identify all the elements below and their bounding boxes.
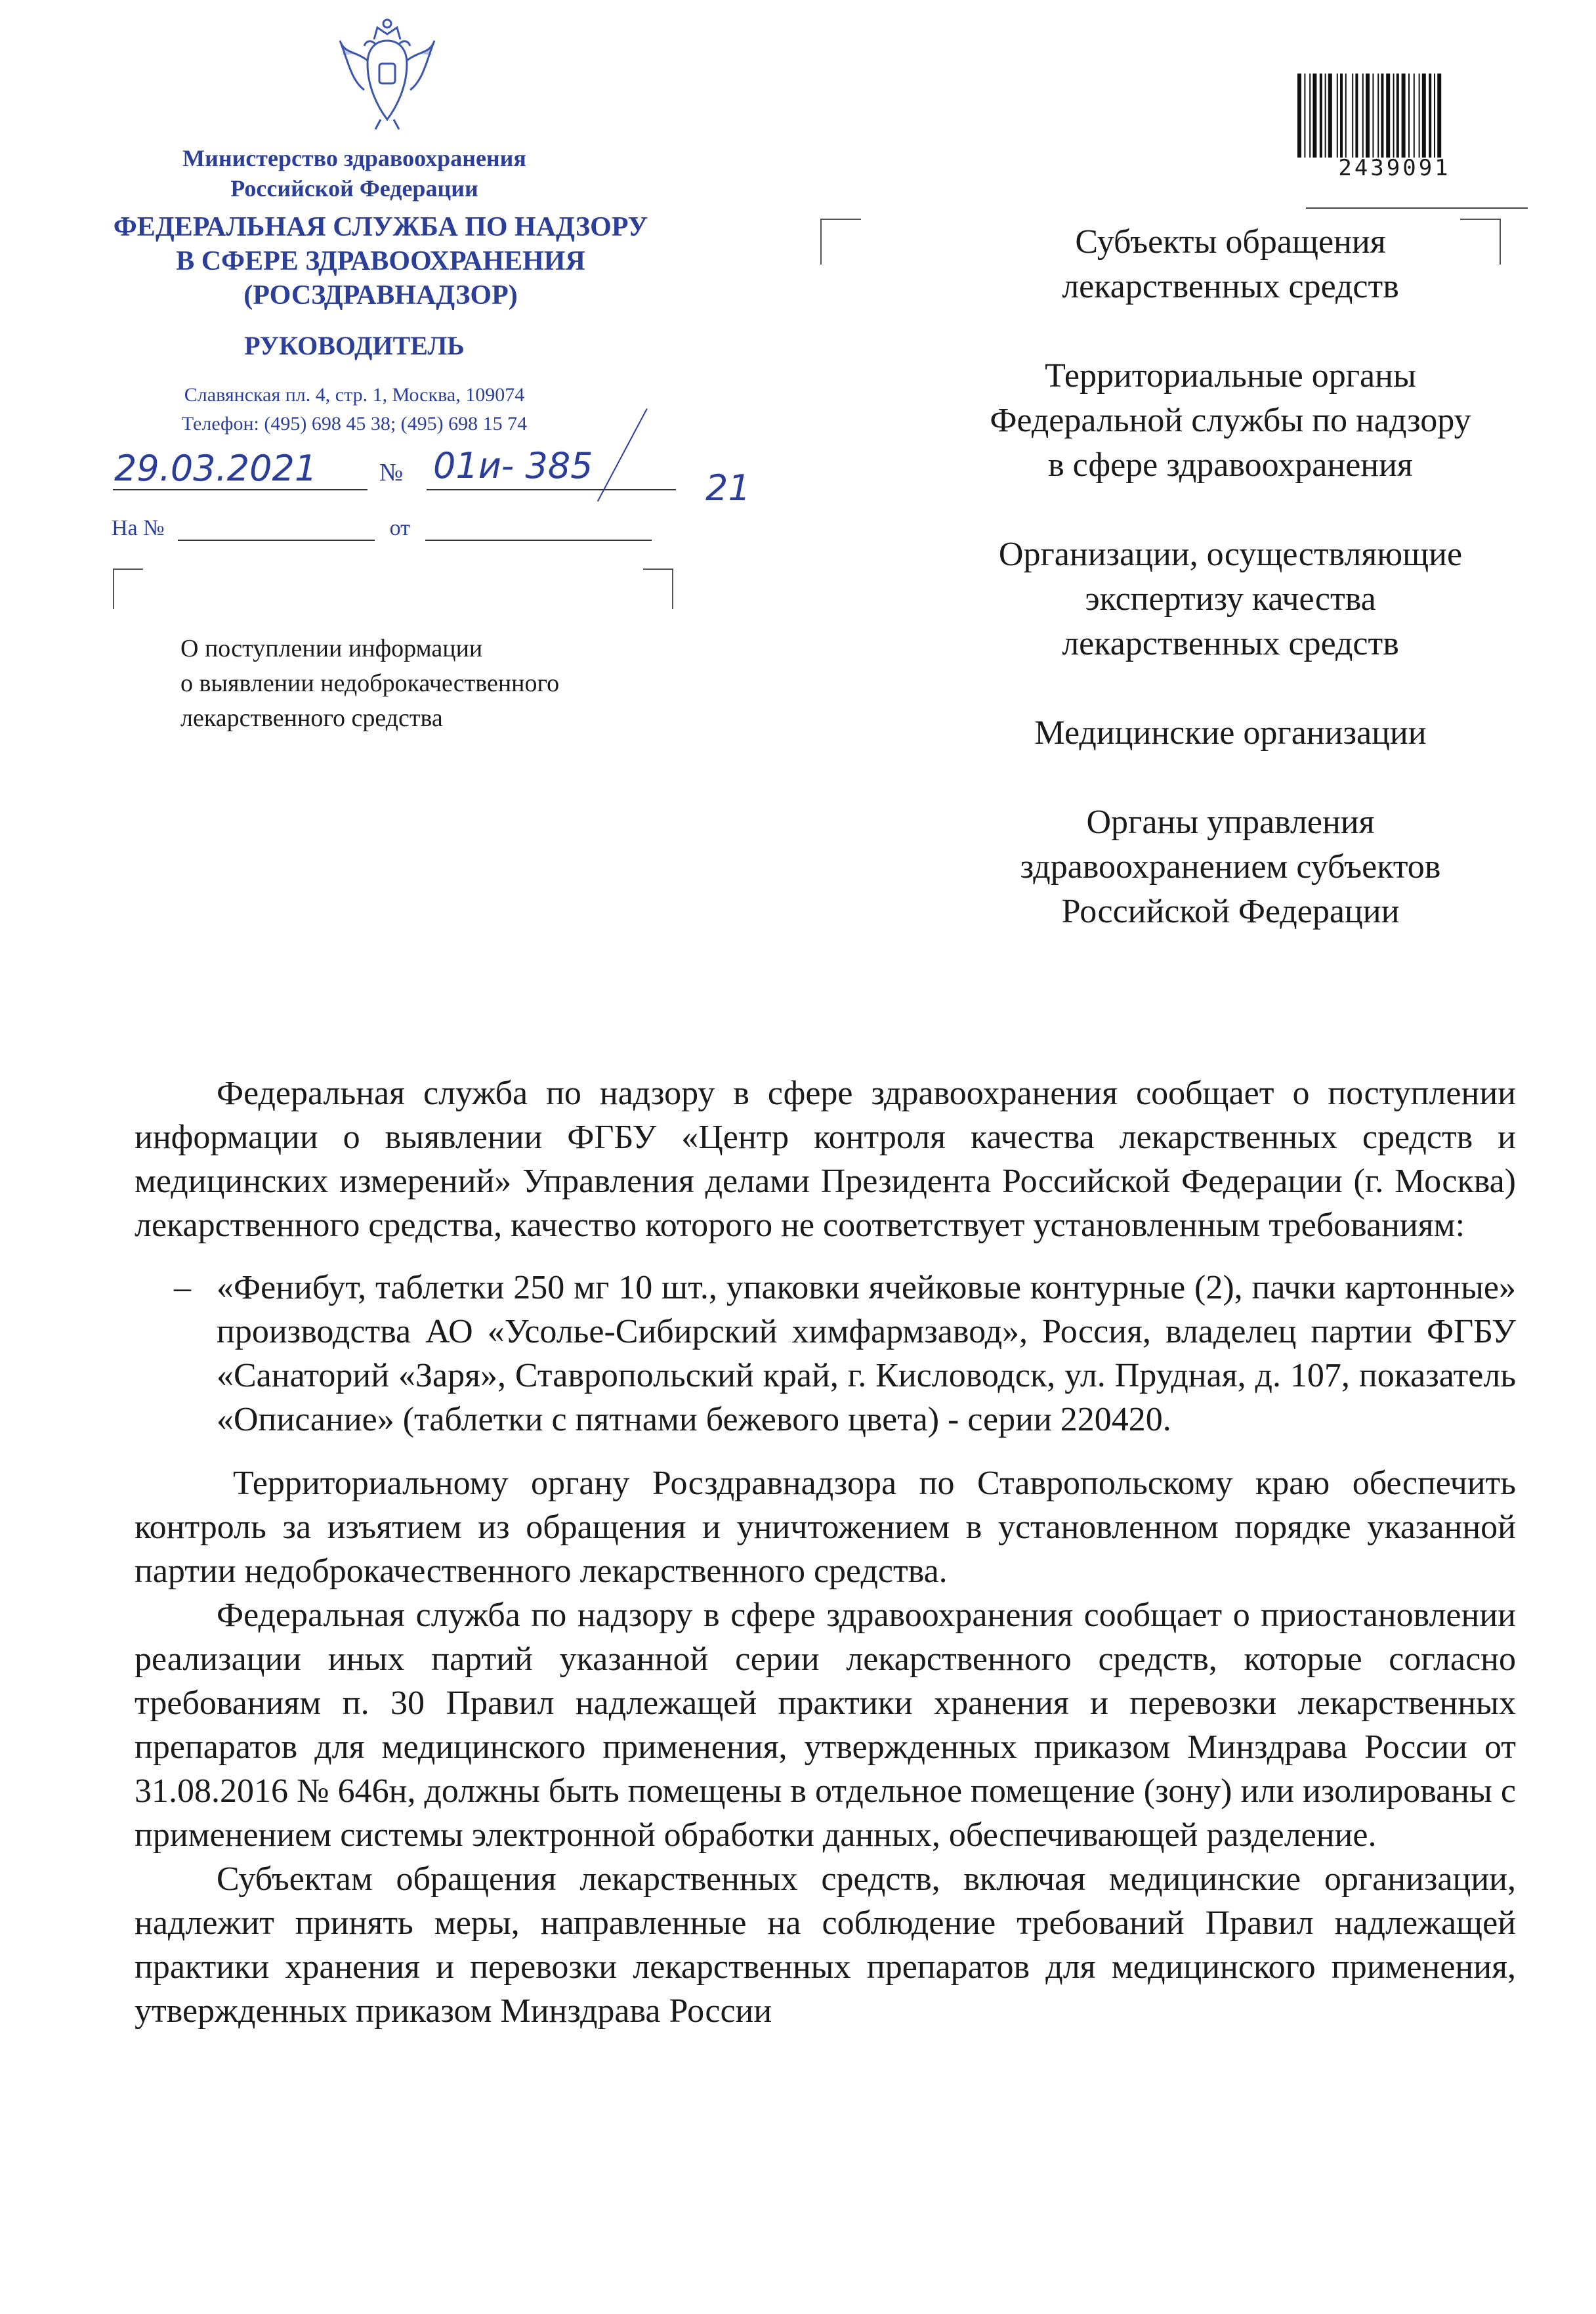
barcode-bar <box>1309 74 1311 158</box>
handwritten-number-suffix: 21 <box>705 467 751 509</box>
body-paragraph-2: Территориальному органу Росздравнадзора по Ставропольскому краю обеспечить контроль за изъятием из обращения и уничтожением в установленном порядке указанной партии недоброкачественного лекарственного средства. <box>135 1465 1516 1590</box>
barcode-bar <box>1408 74 1410 158</box>
from-label: от <box>389 516 411 540</box>
number-sign: № <box>379 459 404 486</box>
barcode-bar <box>1434 74 1435 158</box>
addressee-line: Территориальные органы <box>1045 357 1416 395</box>
barcode-bar <box>1352 74 1353 158</box>
addressee-line: лекарственных средств <box>1062 625 1399 662</box>
barcode-bar <box>1362 74 1364 158</box>
phone: Телефон: (495) 698 45 38; (495) 698 15 74 <box>181 413 528 435</box>
ministry-name <box>131 143 578 204</box>
date-underline <box>113 489 368 490</box>
addressee-line: в сфере здравоохранения <box>1048 446 1413 484</box>
addressee-line: лекарственных средств <box>1062 268 1399 305</box>
addressee-line: Субъекты обращения <box>1075 223 1386 261</box>
address: Славянская пл. 4, стр. 1, Москва, 109074 <box>184 384 525 406</box>
addressee-line: Российской Федерации <box>1061 893 1400 930</box>
addressee-5 <box>906 800 1555 934</box>
reply-to-blank <box>178 523 375 541</box>
service-name <box>79 210 682 312</box>
barcode-bar <box>1297 74 1301 158</box>
reply-to-line <box>112 516 652 541</box>
barcode-rule <box>1306 207 1528 209</box>
addressee-corner-left <box>820 219 861 265</box>
handwritten-number: 01и- 385 <box>433 445 593 486</box>
subject-line-2: о выявлении недоброкачественного <box>180 670 560 697</box>
barcode-bar <box>1419 74 1420 158</box>
barcode-bar <box>1325 74 1326 158</box>
barcode-bar <box>1337 74 1338 158</box>
barcode-bar <box>1402 74 1406 158</box>
barcode-bar <box>1320 74 1322 158</box>
state-emblem-icon <box>335 14 440 133</box>
barcode-bar <box>1345 74 1347 158</box>
number-underline <box>427 489 676 490</box>
subject-line-3: лекарственного средства <box>180 704 443 732</box>
barcode-bar <box>1304 74 1305 158</box>
service-line-3: (РОСЗДРАВНАДЗОР) <box>243 280 518 311</box>
subject-corner-left <box>113 568 143 609</box>
body-bullet-item <box>135 1266 1516 1442</box>
addressee-line: Организации, осуществляющие <box>998 536 1463 573</box>
body-paragraph-4: Субъектам обращения лекарственных средств, включая медицинские организации, надлежит принять меры, направленные на соблюдение требований Правил надлежащей практики хранения и перевозки лекарственных препаратов для медицинского применения, утвержденных приказом Минздрава России <box>135 1860 1516 2030</box>
addressee-1 <box>906 220 1555 309</box>
from-blank <box>425 523 652 541</box>
addressee-line: здравоохранением субъектов <box>1020 848 1441 886</box>
body-paragraph-1: Федеральная служба по надзору в сфере здравоохранения сообщает о поступлении информации о выявлении ФГБУ «Центр контроля качества лекарственных средств и медицинских измерений» Управления делами Президента Российской Федерации (г. Москва) лекарственного средства, качество которого не соответствует установленным требованиям: <box>135 1075 1516 1244</box>
addressee-line: Органы управления <box>1086 803 1375 841</box>
subject-line-1: О поступлении информации <box>180 635 483 662</box>
service-line-1: ФЕДЕРАЛЬНАЯ СЛУЖБА ПО НАДЗОРУ <box>113 212 648 242</box>
barcode-bar <box>1328 74 1332 158</box>
contact-block <box>98 381 610 439</box>
addressee-line: Медицинские организации <box>1034 714 1427 752</box>
addressee-2 <box>906 354 1555 488</box>
barcode-bar <box>1393 74 1395 158</box>
addressee-4 <box>906 711 1555 756</box>
ministry-line-1: Министерство здравоохранения <box>182 145 526 171</box>
barcode <box>1296 74 1493 158</box>
letter-subject <box>180 632 653 736</box>
addressee-line: экспертизу качества <box>1085 580 1376 618</box>
handwritten-date: 29.03.2021 <box>114 448 318 489</box>
addressee-list <box>906 220 1555 979</box>
barcode-bar <box>1414 74 1415 158</box>
letter-body <box>135 1071 1516 2033</box>
barcode-number: 2439091 <box>1338 155 1451 181</box>
barcode-bar <box>1429 74 1431 158</box>
barcode-bar <box>1437 74 1441 158</box>
barcode-bar <box>1355 74 1358 158</box>
barcode-bar <box>1381 74 1383 158</box>
addressee-3 <box>906 532 1555 666</box>
body-paragraph-3: Федеральная служба по надзору в сфере здравоохранения сообщает о приостановлении реализации иных партий указанной серии лекарственного средств, которые согласно требованиям п. 30 Правил надлежащей практики хранения и перевозки лекарственных препаратов для медицинского применения, утвержденных приказом Минздрава России от 31.08.2016 № 646н, должны быть помещены в отдельное помещение (зону) или изолированы с применением системы электронной обработки данных, обеспечивающей разделение. <box>135 1596 1516 1854</box>
barcode-bar <box>1340 74 1343 158</box>
barcode-bar <box>1422 74 1426 158</box>
barcode-bar <box>1386 74 1390 158</box>
service-line-2: В СФЕРЕ ЗДРАВООХРАНЕНИЯ <box>176 246 585 276</box>
head-title: РУКОВОДИТЕЛЬ <box>244 331 465 360</box>
subject-corner-right <box>643 568 673 609</box>
barcode-bar <box>1396 74 1399 158</box>
barcode-bar <box>1377 74 1379 158</box>
barcode-bar <box>1366 74 1370 158</box>
barcode-bar <box>1312 74 1316 158</box>
bullet-text: «Фенибут, таблетки 250 мг 10 шт., упаковки ячейковые контурные (2), пачки картонные» производства АО «Усолье-Сибирский химфармзавод», Россия, владелец партии ФГБУ «Санаторий «Заря», Ставропольский край, г. Кисловодск, ул. Прудная, д. 107, показатель «Описание» (таблетки с пятнами бежевого цвета) - серии 220420. <box>217 1269 1516 1438</box>
reply-to-label: На № <box>112 516 165 540</box>
bullet-dash: – <box>174 1269 191 1306</box>
barcode-bar <box>1372 74 1374 158</box>
ministry-line-2: Российской Федерации <box>230 175 478 202</box>
addressee-line: Федеральной службы по надзору <box>990 402 1471 439</box>
